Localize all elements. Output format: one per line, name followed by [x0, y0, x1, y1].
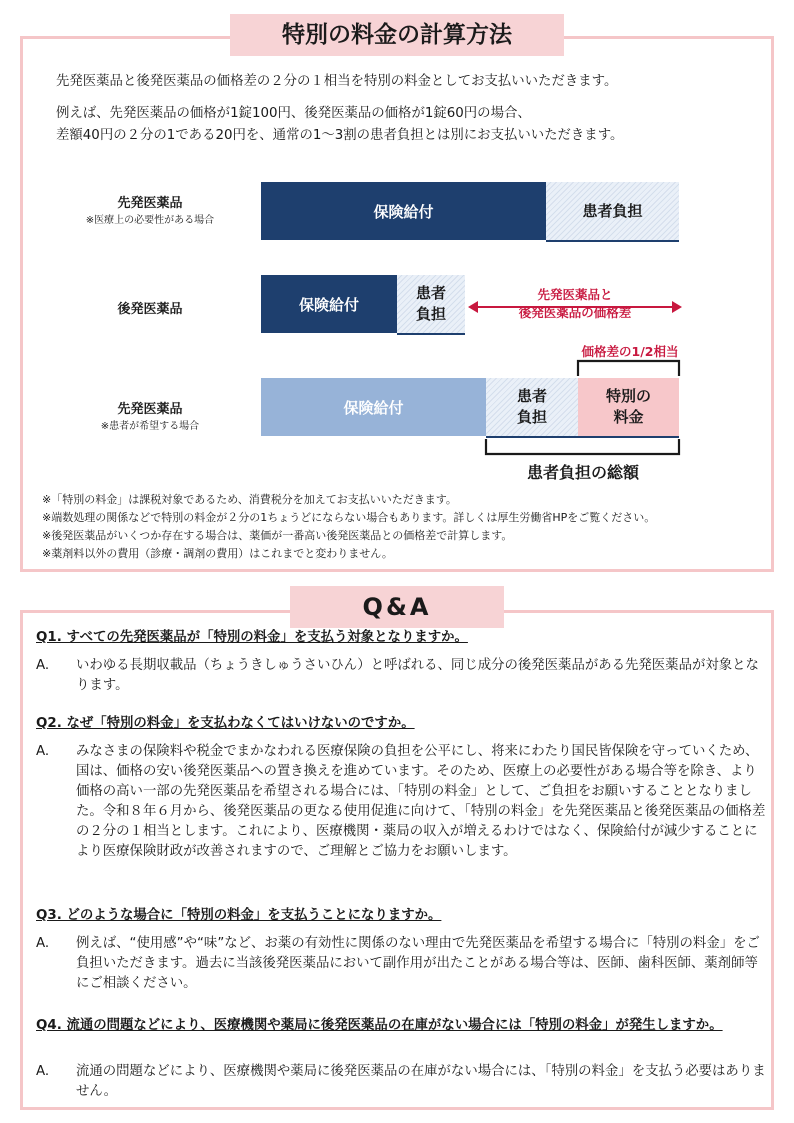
q4-answer	[36, 1062, 766, 1102]
row2-label-main: 後発医薬品	[117, 302, 183, 317]
intro-line-3: 差額40円の２分の1である20円を、通常の1～3割の患者負担とは別にお支払いいただきます。	[56, 128, 624, 143]
intro-line-2: 例えば、先発医薬品の価格が1錠100円、後発医薬品の価格が1錠60円の場合、	[56, 106, 531, 121]
q4-question: Q4. 流通の問題などにより、医療機関や薬局に後発医薬品の在庫がない場合には「特別の料金」が発生しますか。	[36, 1018, 723, 1033]
total-bracket	[484, 437, 682, 457]
row3-patient-bar: 患者 負担	[486, 378, 578, 438]
row2-label	[50, 298, 250, 317]
q1-question: Q1. すべての先発医薬品が「特別の料金」を支払う対象となりますか。	[36, 630, 468, 645]
note-2: ※端数処理の関係などで特別の料金が２分の1ちょうどにならない場合もあります。詳しくは厚生労働省HPをご覧ください。	[42, 511, 656, 524]
row3-label-sub: ※患者が希望する場合	[100, 421, 200, 432]
q2-answer	[36, 742, 766, 862]
price-diff-text: 先発医薬品と 後発医薬品の価格差	[518, 287, 632, 320]
note-3: ※後発医薬品がいくつか存在する場合は、薬価が一番高い後発医薬品との価格差で計算します。	[42, 529, 513, 542]
q1-answer-text: いわゆる長期収載品（ちょうきしゅうさいひん）と呼ばれる、同じ成分の後発医薬品がある先発医薬品が対象となります。	[76, 658, 759, 693]
q2-answer-label: A.	[36, 744, 50, 759]
q3-answer-text: 例えば、“使用感”や“味”など、お薬の有効性に関係のない理由で先発医薬品を希望する場合に「特別の料金」をご負担いただきます。過去に当該後発医薬品において副作用が出たことがある場合等は、医師、歯科医師、薬剤師等にご相談ください。	[76, 936, 760, 991]
row3-insurance-bar: 保険給付	[261, 378, 486, 436]
row1-label	[50, 192, 250, 226]
half-diff-bracket	[576, 358, 682, 378]
row2-insurance-bar: 保険給付	[261, 275, 397, 333]
row2-patient-bar: 患者 負担	[397, 275, 465, 335]
price-diff-label	[478, 286, 672, 322]
row3-special-fee-bar: 特別の 料金	[578, 378, 679, 438]
total-label: 患者負担の総額	[526, 463, 639, 482]
row1-patient-bar: 患者負担	[546, 182, 679, 242]
row3-label	[50, 398, 250, 432]
note-4: ※薬剤料以外の費用（診療・調剤の費用）はこれまでと変わりません。	[42, 547, 393, 560]
q4-answer-label: A.	[36, 1064, 50, 1079]
note-1: ※「特別の料金」は課税対象であるため、消費税分を加えてお支払いいただきます。	[42, 493, 457, 506]
q3-answer	[36, 934, 766, 994]
row1-label-sub: ※医療上の必要性がある場合	[85, 215, 215, 226]
row1-insurance-bar: 保険給付	[261, 182, 546, 240]
q1-answer-label: A.	[36, 658, 50, 673]
q2-question: Q2. なぜ「特別の料金」を支払わなくてはいけないのですか。	[36, 716, 415, 731]
calculation-title: 特別の料金の計算方法	[230, 14, 564, 56]
q1-answer	[36, 656, 766, 696]
intro-line-1: 先発医薬品と後発医薬品の価格差の２分の１相当を特別の料金としてお支払いいただきます。	[56, 74, 618, 89]
qa-title: Q&A	[290, 586, 504, 628]
row3-label-main: 先発医薬品	[117, 402, 183, 417]
q4-answer-text: 流通の問題などにより、医療機関や薬局に後発医薬品の在庫がない場合には、「特別の料金」を支払う必要はありません。	[76, 1064, 766, 1099]
row1-label-main: 先発医薬品	[117, 196, 183, 211]
q3-question: Q3. どのような場合に「特別の料金」を支払うことになりますか。	[36, 908, 442, 923]
q2-answer-text: みなさまの保険料や税金でまかなわれる医療保険の負担を公平にし、将来にわたり国民皆保険を守っていくため、国は、価格の安い後発医薬品への置き換えを進めています。そのため、医療上の必要性がある場合等を除き、より価格の高い一部の先発医薬品を希望される場合には、「特別の料金」として、ご負担をお願いすることとなりました。令和８年６月から、後発医薬品の更なる使用促進に向けて、「特別の料金」を先発医薬品と後発医薬品の価格差の２分の１相当とします。これにより、医療機関・薬局の収入が増えるわけではなく、保険給付が減少することにより医療保険財政が改善されますので、ご理解とご協力をお願いします。	[76, 744, 766, 859]
q3-answer-label: A.	[36, 936, 50, 951]
half-diff-label: 価格差の1/2相当	[581, 344, 679, 359]
